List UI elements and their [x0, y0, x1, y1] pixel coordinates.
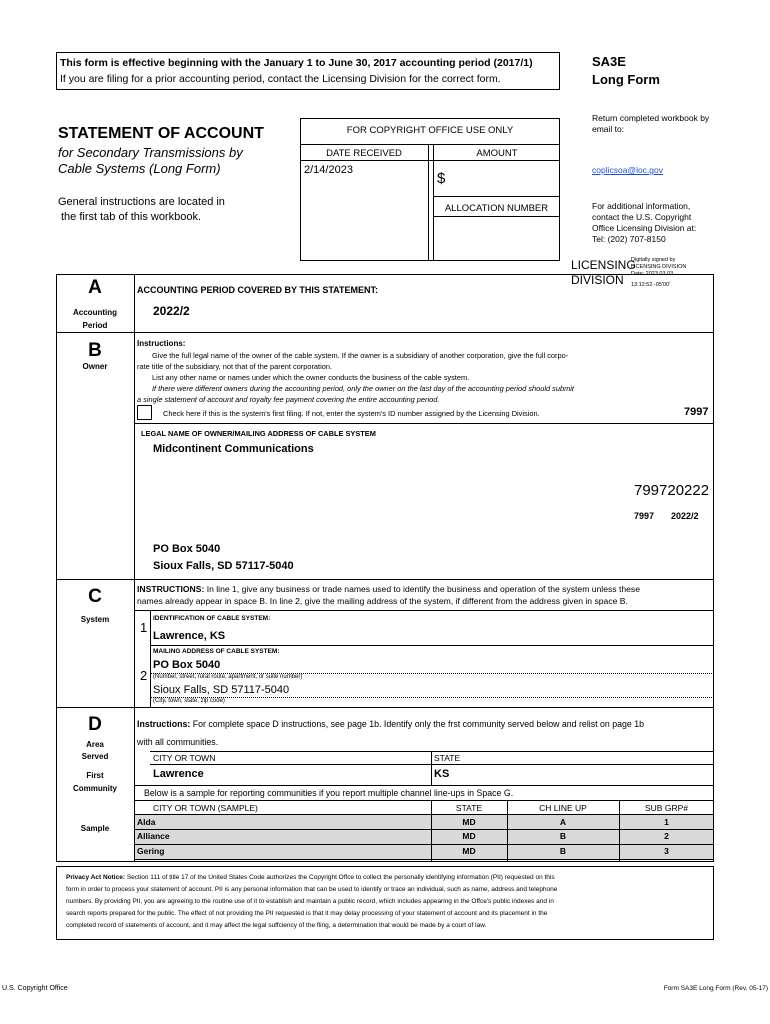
signature-detail-4: 13:12:52 -05'00': [631, 282, 671, 288]
mailing-city-value[interactable]: Sioux Falls, SD 57117-5040: [153, 684, 290, 696]
sample-subgroup: 3: [664, 846, 669, 856]
date-received-label: DATE RECEIVED: [326, 148, 402, 159]
signature-detail-1: Digitally signed by: [631, 257, 676, 263]
first-community-city[interactable]: Lawrence: [153, 768, 204, 780]
privacy-line-1-text: Section 111 of title 17 of the United States Code authorizes the Copyright Offce to collect the personally identifying information (PII) requested on this: [125, 874, 555, 881]
space-a-letter: A: [88, 277, 102, 298]
sample-subgroup: 1: [664, 817, 669, 827]
sample-lineup: A: [559, 817, 567, 827]
general-instructions-2: the first tab of this workbook.: [61, 211, 202, 223]
effective-notice: This form is effective beginning with the January 1 to June 30, 2017 accounting period (2017/1): [60, 57, 533, 69]
space-a-label-2: Period: [82, 321, 108, 330]
sample-city: Gering: [137, 846, 165, 856]
legal-name-heading: LEGAL NAME OF OWNER/MAILING ADDRESS OF CABLE SYSTEM: [141, 429, 376, 438]
sample-state: MD: [462, 846, 476, 856]
space-b-instruction-5: a single statement of account and royalty fee payment covering the entire accounting period.: [137, 395, 440, 404]
space-d-instruction-text: For complete space D instructions, see page 1b. Identify only the frst community served below and relist on page 1b: [190, 719, 645, 729]
space-d-label-served: Served: [81, 752, 109, 761]
prior-period-notice: If you are filing for a prior accounting period, contact the Licensing Division for the correct form.: [60, 73, 501, 85]
space-d-letter: D: [88, 714, 102, 735]
page-title: STATEMENT OF ACCOUNT: [58, 125, 264, 142]
space-b-instructions-heading: Instructions:: [137, 339, 186, 348]
space-d-instruction-1: [137, 719, 644, 729]
additional-info-4: Tel: (202) 707-8150: [592, 234, 666, 244]
accounting-period-heading: ACCOUNTING PERIOD COVERED BY THIS STATEMENT:: [137, 285, 379, 295]
sample-subgroup: 2: [664, 831, 669, 841]
privacy-heading: Privacy Act Notice:: [66, 874, 126, 881]
mailing-street-value[interactable]: PO Box 5040: [153, 659, 221, 671]
date-received-value[interactable]: 2/14/2023: [304, 164, 353, 176]
identification-label: IDENTIFICATION OF CABLE SYSTEM:: [153, 615, 271, 622]
space-c-instruction-2: names already appear in space B. In line 2, give the mailing address of the system, if different from the address given in space B.: [137, 596, 628, 606]
privacy-line-4: search reports prepared for the public. The effect of not providing the PII requested is that it may delay processing of your statement of account and its placement in the: [66, 910, 548, 917]
owner-address-1[interactable]: PO Box 5040: [153, 543, 221, 555]
privacy-line-1: [66, 874, 555, 881]
space-d-instructions-heading: Instructions:: [137, 719, 191, 729]
return-instructions-2: email to:: [592, 124, 625, 134]
owner-code-period: 2022/2: [671, 511, 699, 521]
space-b-label: Owner: [82, 362, 108, 371]
city-label: CITY OR TOWN: [153, 753, 216, 763]
space-d-label-sample: Sample: [80, 824, 110, 833]
space-c-instructions-heading: INSTRUCTIONS:: [137, 584, 205, 594]
space-d-label-area: Area: [86, 740, 104, 749]
system-id-value[interactable]: 7997: [684, 406, 709, 418]
owner-address-2[interactable]: Sioux Falls, SD 57117-5040: [153, 560, 294, 572]
owner-code-number: 799720222: [634, 482, 710, 499]
owner-code-id: 7997: [634, 511, 655, 521]
space-b-letter: B: [88, 340, 102, 361]
additional-info-3: Office Licensing Division at:: [592, 223, 697, 233]
page-subtitle-2: Cable Systems (Long Form): [58, 161, 221, 176]
street-hint: (Number, street, rural route, apartment, or suite number): [153, 674, 303, 680]
space-b-instruction-2: rate title of the subsidiary, not that of the parent corporation.: [137, 362, 333, 371]
signature-detail-2: LICENSING DIVISION: [631, 264, 687, 270]
sample-header-city: CITY OR TOWN (SAMPLE): [153, 803, 258, 813]
space-c-label: System: [80, 615, 110, 624]
space-d-instruction-2: with all communities.: [137, 737, 219, 747]
line-1-number: 1: [140, 620, 148, 635]
sample-note: Below is a sample for reporting communities if you report multiple channel line-ups in Space G.: [144, 788, 514, 798]
first-filing-checkbox[interactable]: [137, 405, 152, 420]
owner-name[interactable]: Midcontinent Communications: [153, 443, 314, 455]
sample-lineup: B: [559, 846, 567, 856]
sample-state: MD: [462, 831, 476, 841]
sample-header-state: STATE: [455, 803, 483, 813]
space-d-label-first: First: [86, 771, 104, 780]
amount-symbol[interactable]: $: [437, 170, 446, 187]
sample-city: Alda: [137, 817, 156, 827]
email-link[interactable]: coplicsoa@loc.gov: [592, 165, 663, 175]
space-c-instruction-text: In line 1, give any business or trade names used to identify the business and operation of the system unless these: [204, 584, 641, 594]
return-instructions-1: Return completed workbook by: [592, 113, 710, 123]
form-code: SA3E: [592, 54, 626, 69]
signature-name-1: LICENSING: [571, 258, 636, 272]
city-hint: (City, town, state, zip code): [153, 698, 225, 704]
accounting-period-value[interactable]: 2022/2: [153, 304, 190, 318]
space-c-instruction-1: [137, 584, 640, 594]
office-use-box: [300, 118, 560, 261]
state-label: STATE: [434, 753, 461, 763]
sample-state: MD: [462, 817, 476, 827]
signature-detail-3: Date: 2023.03.03: [631, 271, 674, 277]
page-subtitle-1: for Secondary Transmissions by: [58, 145, 243, 160]
first-filing-text: Check here if this is the system's first filing. If not, enter the system's ID number assigned by the Licensing Division.: [163, 409, 540, 418]
space-d-label-community: Community: [73, 784, 117, 793]
footer-left: U.S. Copyright Office: [2, 985, 68, 992]
general-instructions-1: General instructions are located in: [58, 196, 225, 208]
sample-city: Alliance: [137, 831, 170, 841]
mailing-address-label: MAILING ADDRESS OF CABLE SYSTEM:: [153, 648, 280, 655]
space-b-instruction-1: Give the full legal name of the owner of the cable system. If the owner is a subsidiary of another corporation, give the full corpo-: [152, 351, 569, 360]
amount-label: AMOUNT: [476, 148, 518, 159]
allocation-number-label: ALLOCATION NUMBER: [444, 203, 549, 214]
privacy-line-2: form in order to process your statement of account. PII is any personal information that can be used to identify or trace an individual, such as name, address and telephone: [66, 886, 558, 893]
additional-info-2: contact the U.S. Copyright: [592, 212, 692, 222]
sample-header-lineup: CH LINE UP: [539, 803, 587, 813]
space-b-instruction-4: If there were different owners during the accounting period, only the owner on the last day of the accounting period should submit: [152, 384, 574, 393]
sample-header-subgroup: SUB GRP#: [645, 803, 688, 813]
line-2-number: 2: [140, 668, 148, 683]
space-a-label-1: Accounting: [73, 308, 117, 317]
privacy-line-5: completed record of statements of account, and it may affect the legal suffciency of the fling, a determination that would be made by a court of law.: [66, 922, 487, 929]
footer-right: Form SA3E Long Form (Rev. 05-17): [663, 985, 768, 992]
signature-name-2: DIVISION: [571, 273, 624, 287]
privacy-line-3: numbers. By providing PII, you are agreeing to the routine use of it to establish and maintain a public record, which includes appearing in the Offce's public indexes and in: [66, 898, 554, 905]
space-b-instruction-3: List any other name or names under which the owner conducts the business of the cable system.: [152, 373, 470, 382]
space-c-letter: C: [88, 586, 102, 607]
form-type: Long Form: [592, 72, 660, 87]
additional-info-1: For additional information,: [592, 201, 691, 211]
identification-value[interactable]: Lawrence, KS: [153, 630, 226, 642]
office-use-heading: FOR COPYRIGHT OFFICE USE ONLY: [346, 125, 514, 136]
sample-lineup: B: [559, 831, 567, 841]
first-community-state[interactable]: KS: [434, 768, 450, 780]
